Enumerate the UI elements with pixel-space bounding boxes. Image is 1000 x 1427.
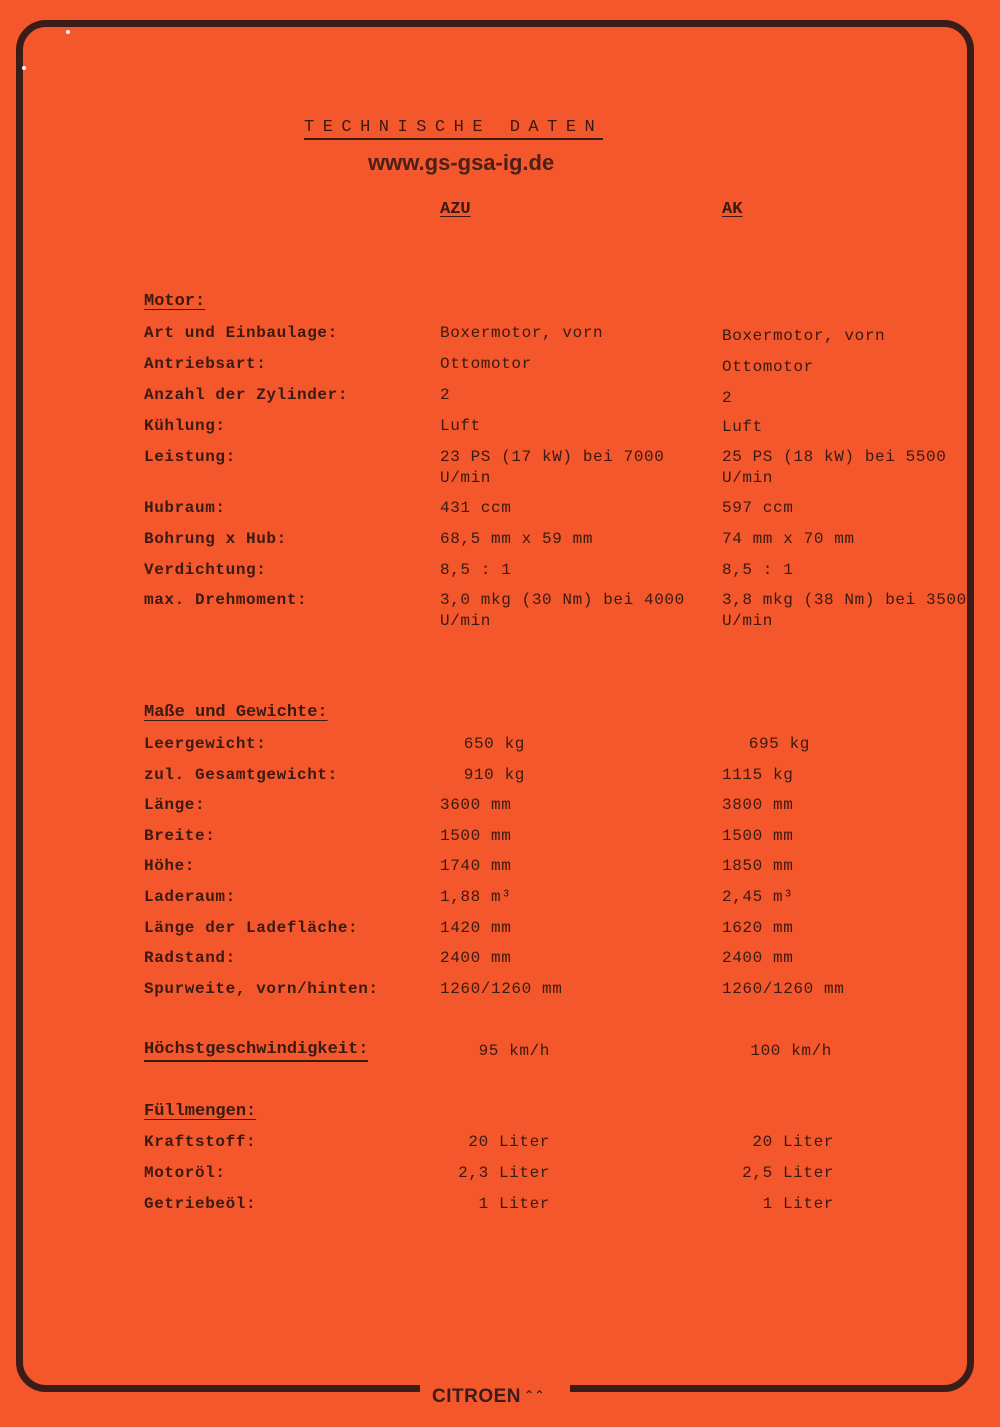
value-azu: 2 xyxy=(440,386,451,404)
value-azu: Boxermotor, vorn xyxy=(440,324,604,342)
row-label: Leistung: xyxy=(144,448,236,466)
row-label: Hubraum: xyxy=(144,499,226,517)
value-ak: 3,8 mkg (38 Nm) bei 3500 U/min xyxy=(722,591,967,630)
value-azu: 1500 mm xyxy=(440,827,512,845)
row-label: Leergewicht: xyxy=(144,735,267,753)
value-ak: 20 Liter xyxy=(752,1133,834,1151)
value-ak: 1260/1260 mm xyxy=(722,980,845,998)
value-azu: 20 Liter xyxy=(468,1133,550,1151)
row-label: Länge: xyxy=(144,796,206,814)
value-azu: 1,88 m³ xyxy=(440,888,512,906)
value-ak: 1850 mm xyxy=(722,857,794,875)
value-azu: 68,5 mm x 59 mm xyxy=(440,530,594,548)
row-label: Radstand: xyxy=(144,949,236,967)
value-ak: 1115 kg xyxy=(722,766,794,784)
row-label: Breite: xyxy=(144,827,216,845)
row-label: Motoröl: xyxy=(144,1164,226,1182)
value-azu: 1740 mm xyxy=(440,857,512,875)
row-label: Spurweite, vorn/hinten: xyxy=(144,980,379,998)
value-ak: 8,5 : 1 xyxy=(722,561,794,579)
row-label: zul. Gesamtgewicht: xyxy=(144,766,338,784)
value-azu: 2,3 Liter xyxy=(458,1164,550,1182)
value-azu: 23 PS (17 kW) bei 7000 U/min xyxy=(440,448,665,487)
section-title-hoechstgeschwindigkeit: Höchstgeschwindigkeit: xyxy=(144,1040,368,1062)
value-azu: 2400 mm xyxy=(440,949,512,967)
row-label: Höhe: xyxy=(144,857,196,875)
value-azu: 95 km/h xyxy=(478,1042,550,1060)
value-azu: 8,5 : 1 xyxy=(440,561,512,579)
row-label: Getriebeöl: xyxy=(144,1195,257,1213)
brand-name: CITROEN xyxy=(432,1386,521,1407)
value-ak: 100 km/h xyxy=(750,1042,832,1060)
section-title-masse: Maße und Gewichte: xyxy=(144,703,328,722)
value-ak: 2,45 m³ xyxy=(722,888,794,906)
value-azu: 650 kg xyxy=(463,735,525,753)
row-label: Laderaum: xyxy=(144,888,236,906)
value-azu: Luft xyxy=(440,417,481,435)
value-ak: 74 mm x 70 mm xyxy=(722,530,855,548)
section-title-fuellmengen: Füllmengen: xyxy=(144,1102,257,1121)
section-title-motor: Motor: xyxy=(144,292,206,311)
value-ak: 3800 mm xyxy=(722,796,794,814)
row-label: Bohrung x Hub: xyxy=(144,530,287,548)
value-azu: 431 ccm xyxy=(440,499,512,517)
value-ak: Boxermotor, vorn xyxy=(722,327,886,345)
row-label: Verdichtung: xyxy=(144,561,267,579)
website-link[interactable]: www.gs-gsa-ig.de xyxy=(368,150,555,175)
value-ak: 1620 mm xyxy=(722,919,794,937)
value-ak: 597 ccm xyxy=(722,499,794,517)
value-azu: 1 Liter xyxy=(478,1195,550,1213)
double-chevron-icon: ⌃⌃ xyxy=(524,1388,546,1402)
value-ak: 1500 mm xyxy=(722,827,794,845)
row-label: Kraftstoff: xyxy=(144,1133,257,1151)
row-label: Anzahl der Zylinder: xyxy=(144,386,349,404)
value-ak: Ottomotor xyxy=(722,358,814,376)
value-ak: 25 PS (18 kW) bei 5500 U/min xyxy=(722,448,947,487)
column-header-azu: AZU xyxy=(440,200,471,219)
value-azu: 3,0 mkg (30 Nm) bei 4000 U/min xyxy=(440,591,685,630)
value-ak: 2 xyxy=(722,389,733,407)
value-ak: Luft xyxy=(722,418,763,436)
value-azu: 1260/1260 mm xyxy=(440,980,563,998)
row-label: Antriebsart: xyxy=(144,355,267,373)
value-ak: 2400 mm xyxy=(722,949,794,967)
value-azu: Ottomotor xyxy=(440,355,532,373)
value-ak: 2,5 Liter xyxy=(742,1164,834,1182)
citroen-logo xyxy=(432,1380,545,1410)
row-label: Länge der Ladefläche: xyxy=(144,919,359,937)
row-label: Kühlung: xyxy=(144,417,226,435)
paper-marks xyxy=(22,28,82,78)
value-ak: 1 Liter xyxy=(762,1195,834,1213)
column-header-ak: AK xyxy=(722,200,743,219)
row-label: max. Drehmoment: xyxy=(144,591,308,609)
value-azu: 1420 mm xyxy=(440,919,512,937)
value-azu: 3600 mm xyxy=(440,796,512,814)
row-label: Art und Einbaulage: xyxy=(144,324,338,342)
value-ak: 695 kg xyxy=(748,735,810,753)
page-title: TECHNISCHE DATEN xyxy=(304,118,603,140)
value-azu: 910 kg xyxy=(463,766,525,784)
